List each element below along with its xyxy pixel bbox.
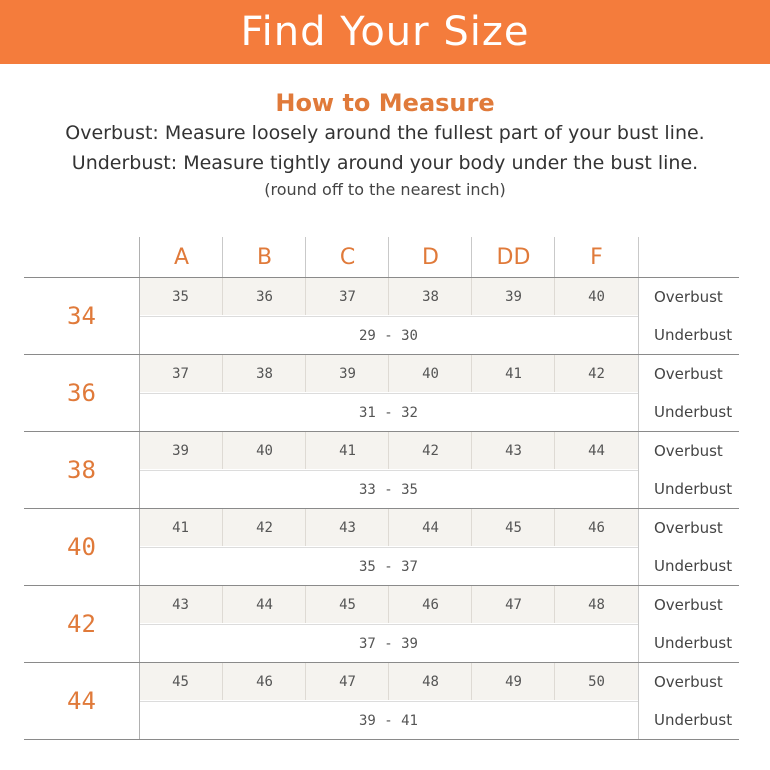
- overbust-cell: 50: [554, 663, 638, 700]
- underbust-row-label: Underbust: [654, 480, 733, 498]
- band-group-42: [24, 585, 739, 662]
- overbust-cell: 45: [172, 673, 189, 690]
- overbust-row-label: Overbust: [654, 596, 723, 614]
- band-size-label: 34: [67, 302, 96, 330]
- overbust-cell: 39: [471, 278, 555, 315]
- band-group-44: [24, 662, 739, 740]
- cup-header-c: C: [305, 237, 389, 277]
- overbust-cell: 48: [554, 586, 638, 623]
- overbust-cell: 40: [388, 355, 472, 392]
- underbust-range-cell: 37 - 39: [139, 624, 638, 663]
- band-group-40: [24, 508, 739, 585]
- band-size-label: 42: [67, 610, 96, 638]
- column-divider: [139, 586, 140, 662]
- overbust-cell: 46: [554, 509, 638, 546]
- underbust-row-label: Underbust: [654, 634, 733, 652]
- overbust-row-label: Overbust: [654, 519, 723, 537]
- underbust-instruction: Underbust: Measure tightly around your body under the bust line.: [71, 152, 699, 174]
- overbust-cell: 46: [388, 586, 472, 623]
- overbust-cell: 36: [222, 278, 306, 315]
- overbust-cell: 47: [305, 663, 389, 700]
- overbust-cell: 43: [172, 596, 189, 613]
- overbust-cell: 37: [305, 278, 389, 315]
- overbust-cell: 44: [388, 509, 472, 546]
- overbust-cell: 41: [172, 519, 189, 536]
- overbust-cell: 47: [471, 586, 555, 623]
- overbust-cell: 44: [222, 586, 306, 623]
- underbust-range-cell: 39 - 41: [139, 701, 638, 740]
- column-divider: [638, 355, 639, 431]
- overbust-row-label: Overbust: [654, 442, 723, 460]
- cup-header-row: [24, 237, 739, 277]
- overbust-cell: 49: [471, 663, 555, 700]
- column-divider: [139, 509, 140, 585]
- band-group-34: [24, 277, 739, 354]
- column-divider: [638, 586, 639, 662]
- header-divider: [638, 237, 639, 277]
- column-divider: [139, 355, 140, 431]
- column-divider: [638, 278, 639, 354]
- band-size-label: 40: [67, 533, 96, 561]
- underbust-row-label: Underbust: [654, 711, 733, 729]
- overbust-cell: 40: [222, 432, 306, 469]
- cup-header-f: F: [554, 237, 638, 277]
- overbust-cell: 39: [172, 442, 189, 459]
- cup-header-d: D: [388, 237, 472, 277]
- band-size-label: 36: [67, 379, 96, 407]
- overbust-cell: 45: [471, 509, 555, 546]
- column-divider: [139, 278, 140, 354]
- overbust-cell: 42: [388, 432, 472, 469]
- page-title: Find Your Size: [240, 9, 530, 55]
- band-size-label: 38: [67, 456, 96, 484]
- instructions-heading: How to Measure: [275, 89, 495, 117]
- band-size-label: 44: [67, 687, 96, 715]
- overbust-cell: 43: [471, 432, 555, 469]
- cup-header-a: A: [139, 237, 223, 277]
- overbust-cell: 38: [222, 355, 306, 392]
- overbust-cell: 43: [305, 509, 389, 546]
- overbust-cell: 42: [222, 509, 306, 546]
- overbust-row-label: Overbust: [654, 673, 723, 691]
- underbust-row-label: Underbust: [654, 557, 733, 575]
- underbust-row-label: Underbust: [654, 403, 733, 421]
- overbust-cell: 38: [388, 278, 472, 315]
- underbust-range-cell: 35 - 37: [139, 547, 638, 586]
- overbust-cell: 48: [388, 663, 472, 700]
- overbust-cell: 35: [172, 288, 189, 305]
- column-divider: [638, 432, 639, 508]
- overbust-row-label: Overbust: [654, 365, 723, 383]
- cup-header-dd: DD: [471, 237, 555, 277]
- underbust-range-cell: 33 - 35: [139, 470, 638, 509]
- band-group-38: [24, 431, 739, 508]
- overbust-instruction: Overbust: Measure loosely around the fullest part of your bust line.: [65, 122, 705, 144]
- column-divider: [139, 432, 140, 508]
- title-banner: [0, 0, 770, 64]
- underbust-row-label: Underbust: [654, 326, 733, 344]
- overbust-cell: 37: [172, 365, 189, 382]
- column-divider: [139, 663, 140, 739]
- overbust-cell: 40: [554, 278, 638, 315]
- overbust-cell: 45: [305, 586, 389, 623]
- overbust-row-label: Overbust: [654, 288, 723, 306]
- overbust-cell: 39: [305, 355, 389, 392]
- overbust-cell: 41: [471, 355, 555, 392]
- overbust-cell: 41: [305, 432, 389, 469]
- cup-header-b: B: [222, 237, 306, 277]
- measure-instructions: [0, 88, 770, 202]
- underbust-range-cell: 29 - 30: [139, 316, 638, 355]
- column-divider: [638, 509, 639, 585]
- overbust-cell: 46: [222, 663, 306, 700]
- size-chart-table: [24, 237, 739, 740]
- band-group-36: [24, 354, 739, 431]
- underbust-range-cell: 31 - 32: [139, 393, 638, 432]
- rounding-note: (round off to the nearest inch): [264, 180, 506, 199]
- column-divider: [638, 663, 639, 739]
- overbust-cell: 42: [554, 355, 638, 392]
- overbust-cell: 44: [554, 432, 638, 469]
